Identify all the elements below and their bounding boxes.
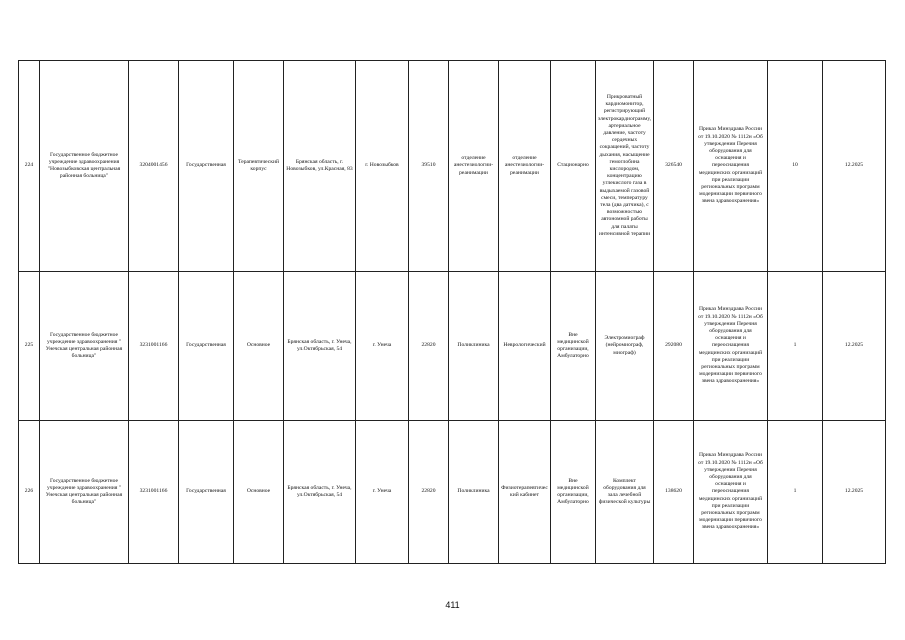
- legal-basis: Приказ Минздрава России от 19.10.2020 № 1112н «Об утверждении Перечня оборудования для оснащения и переоснащения медицинских организаций при реализации региональных программ модернизации первичного звена здравоохранения»: [694, 61, 768, 272]
- department: Поликлиника: [449, 421, 499, 564]
- postal-index: 22820: [409, 272, 449, 421]
- city: г. Унеча: [356, 421, 409, 564]
- organization-name: Государственное бюджетное учреждение здравоохранения " Унечская центральная районная больница": [40, 421, 129, 564]
- row-number: 224: [19, 61, 40, 272]
- address: Брянская область, г. Новозыбков, ул.Красная, 83: [284, 61, 356, 272]
- building-name: Основное: [234, 421, 284, 564]
- postal-index: 22820: [409, 421, 449, 564]
- equipment-name: Электромиограф (нейромиограф, миограф): [596, 272, 654, 421]
- row-number: 225: [19, 272, 40, 421]
- care-conditions: Стационарно: [551, 61, 596, 272]
- city: г. Новозыбков: [356, 61, 409, 272]
- price: 292080: [654, 272, 694, 421]
- row-number: 226: [19, 421, 40, 564]
- quantity: 1: [768, 421, 823, 564]
- equipment-name: Комплект оборудования для зала лечебной физической культуры: [596, 421, 654, 564]
- equipment-text: Прикроватный кардиомонитор, регистрирующий электрокардиограмму, артериальное давление, частоту сердечных сокращений, частоту дыхания, насыщение гемоглобина кислородом, концентрацию углекислого газа в выдыхаемой газовой смеси, температуру тела (два датчика), с возможностью автономной работы для палаты интенсивной терапии: [598, 93, 651, 237]
- building-name: Основное: [234, 272, 284, 421]
- organization-name: Государственное бюджетное учреждение здравоохранения "Новозыбковская центральная районная больница": [40, 61, 129, 272]
- profile: Физиотерапевтический кабинет: [499, 421, 551, 564]
- price: 326540: [654, 61, 694, 272]
- profile: Неврологический: [499, 272, 551, 421]
- city: г. Унеча: [356, 272, 409, 421]
- profile: отделение анестезиологии-реанимации: [499, 61, 551, 272]
- address: Брянская область, г. Унеча, ул.Октябрьская, 54: [284, 421, 356, 564]
- address: Брянская область, г. Унеча, ул.Октябрьская, 54: [284, 272, 356, 421]
- organization-code: 3231001166: [129, 421, 179, 564]
- care-conditions: Вне медицинской организации, Амбулаторно: [551, 421, 596, 564]
- delivery-date: 12.2025: [823, 272, 886, 421]
- ownership-form: Государственная: [179, 61, 234, 272]
- building-name: Терапевтический корпус: [234, 61, 284, 272]
- legal-basis: Приказ Минздрава России от 19.10.2020 № 1112н «Об утверждении Перечня оборудования для оснащения и переоснащения медицинских организаций при реализации региональных программ модернизации первичного звена здравоохранения»: [694, 421, 768, 564]
- price: 138620: [654, 421, 694, 564]
- table-row: [19, 272, 886, 421]
- postal-index: 39510: [409, 61, 449, 272]
- quantity: 10: [768, 61, 823, 272]
- table-row: [19, 421, 886, 564]
- department: отделение анестезиологии-реанимации: [449, 61, 499, 272]
- equipment-name: [596, 61, 654, 272]
- organization-name: Государственное бюджетное учреждение здравоохранения " Унечская центральная районная больница": [40, 272, 129, 421]
- ownership-form: Государственная: [179, 272, 234, 421]
- legal-basis: Приказ Минздрава России от 19.10.2020 № 1112н «Об утверждении Перечня оборудования для оснащения и переоснащения медицинских организаций при реализации региональных программ модернизации первичного звена здравоохранения»: [694, 272, 768, 421]
- page-number: 411: [445, 600, 460, 610]
- organization-code: 3231001166: [129, 272, 179, 421]
- care-conditions: Вне медицинской организации, Амбулаторно: [551, 272, 596, 421]
- equipment-table: [18, 60, 886, 564]
- delivery-date: 12.2025: [823, 61, 886, 272]
- ownership-form: Государственная: [179, 421, 234, 564]
- table-row: [19, 61, 886, 272]
- quantity: 1: [768, 272, 823, 421]
- department: Поликлиника: [449, 272, 499, 421]
- organization-code: 3204001456: [129, 61, 179, 272]
- delivery-date: 12.2025: [823, 421, 886, 564]
